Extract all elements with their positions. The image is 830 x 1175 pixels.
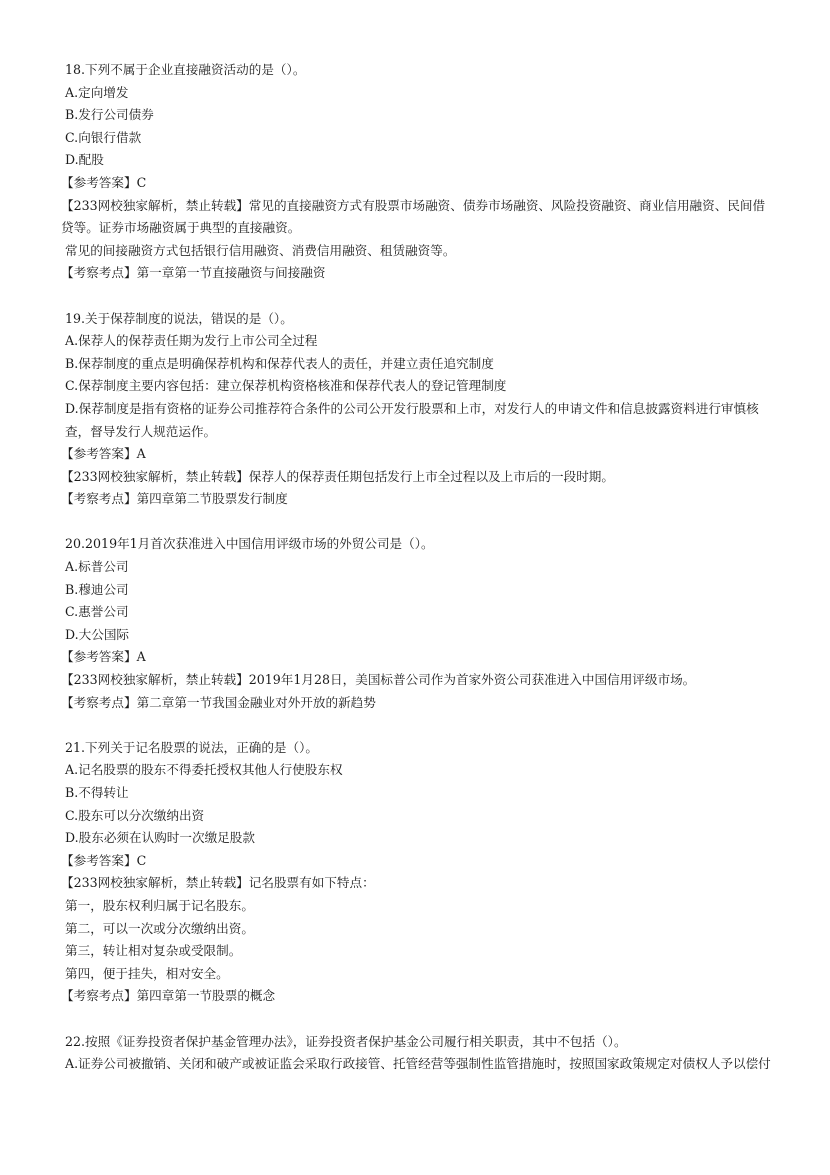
- analysis-text: 第二，可以一次或分次缴纳出资。: [65, 920, 254, 936]
- option-b: B.发行公司债券: [65, 107, 154, 123]
- question-20: [61, 533, 775, 714]
- document-page: [61, 59, 775, 1098]
- question-18: [61, 59, 775, 285]
- option-a: A.记名股票的股东不得委托授权其他人行使股东权: [65, 762, 343, 778]
- analysis-text: 【233网校独家解析，禁止转载】保荐人的保荐责任期包括发行上市全过程以及上市后的一段时期。: [61, 468, 614, 484]
- option-a: A.标普公司: [65, 559, 129, 575]
- question-stem: 20.2019年1月首次获准进入中国信用评级市场的外贸公司是（）。: [65, 536, 434, 552]
- option-c: C.向银行借款: [65, 129, 142, 145]
- option-b: B.穆迪公司: [65, 581, 129, 597]
- question-19: [61, 308, 775, 511]
- exam-point: 【考察考点】第一章第一节直接融资与间接融资: [61, 265, 326, 281]
- question-stem: 18.下列不属于企业直接融资活动的是（）。: [65, 62, 306, 77]
- option-d: D.保荐制度是指有资格的证券公司推荐符合条件的公司公开发行股票和上市，对发行人的申请文件和信息披露资料进行审慎核查，督导发行人规范运作。: [65, 400, 759, 439]
- option-a: A.保荐人的保荐责任期为发行上市公司全过程: [65, 333, 318, 349]
- option-c: C.惠誉公司: [65, 604, 129, 620]
- reference-answer: 【参考答案】A: [61, 649, 146, 665]
- option-b: B.不得转让: [65, 785, 129, 800]
- option-d: D.股东必须在认购时一次缴足股款: [65, 830, 255, 846]
- question-stem: 22.按照《证券投资者保护基金管理办法》，证券投资者保护基金公司履行相关职责，其中不包括（）。: [65, 1033, 627, 1049]
- question-stem: 21.下列关于记名股票的说法，正确的是（）。: [65, 739, 319, 755]
- question-22: [65, 1031, 775, 1076]
- exam-point: 【考察考点】第四章第一节股票的概念: [61, 988, 276, 1004]
- analysis-text: 第三，转让相对复杂或受限制。: [65, 943, 242, 959]
- option-c: C.保荐制度主要内容包括：建立保荐机构资格核准和保荐代表人的登记管理制度: [65, 378, 507, 394]
- analysis-text: 【233网校独家解析，禁止转载】记名股票有如下特点：: [61, 875, 375, 891]
- reference-answer: 【参考答案】C: [61, 174, 147, 190]
- analysis-text: 【233网校独家解析，禁止转载】常见的直接融资方式有股票市场融资、债券市场融资、风险投资融资、商业信用融资、民间借贷等。证券市场融资属于典型的直接融资。: [61, 197, 766, 236]
- exam-point: 【考察考点】第二章第一节我国金融业对外开放的新趋势: [61, 694, 376, 710]
- analysis-text: 第四，便于挂失，相对安全。: [65, 965, 229, 981]
- option-a: A.定向增发: [65, 84, 129, 100]
- reference-answer: 【参考答案】C: [61, 852, 147, 868]
- analysis-text: 【233网校独家解析，禁止转载】2019年1月28日，美国标普公司作为首家外资公司获准进入中国信用评级市场。: [61, 672, 696, 688]
- analysis-text: 常见的间接融资方式包括银行信用融资、消费信用融资、租赁融资等。: [65, 242, 456, 258]
- reference-answer: 【参考答案】A: [61, 446, 146, 462]
- option-b: B.保荐制度的重点是明确保荐机构和保荐代表人的责任，并建立责任追究制度: [65, 355, 494, 371]
- option-d: D.大公国际: [65, 626, 130, 642]
- question-21: [61, 737, 775, 1008]
- analysis-text: 第一，股东权利归属于记名股东。: [65, 897, 254, 913]
- option-d: D.配股: [65, 152, 104, 168]
- exam-point: 【考察考点】第四章第二节股票发行制度: [61, 491, 288, 507]
- option-c: C.股东可以分次缴纳出资: [65, 807, 205, 823]
- question-stem: 19.关于保荐制度的说法，错误的是（）。: [65, 310, 293, 326]
- option-a: A.证券公司被撤销、关闭和破产或被证监会采取行政接管、托管经营等强制性监管措施时，按照国家政策规定对债权人予以偿付: [65, 1056, 771, 1072]
